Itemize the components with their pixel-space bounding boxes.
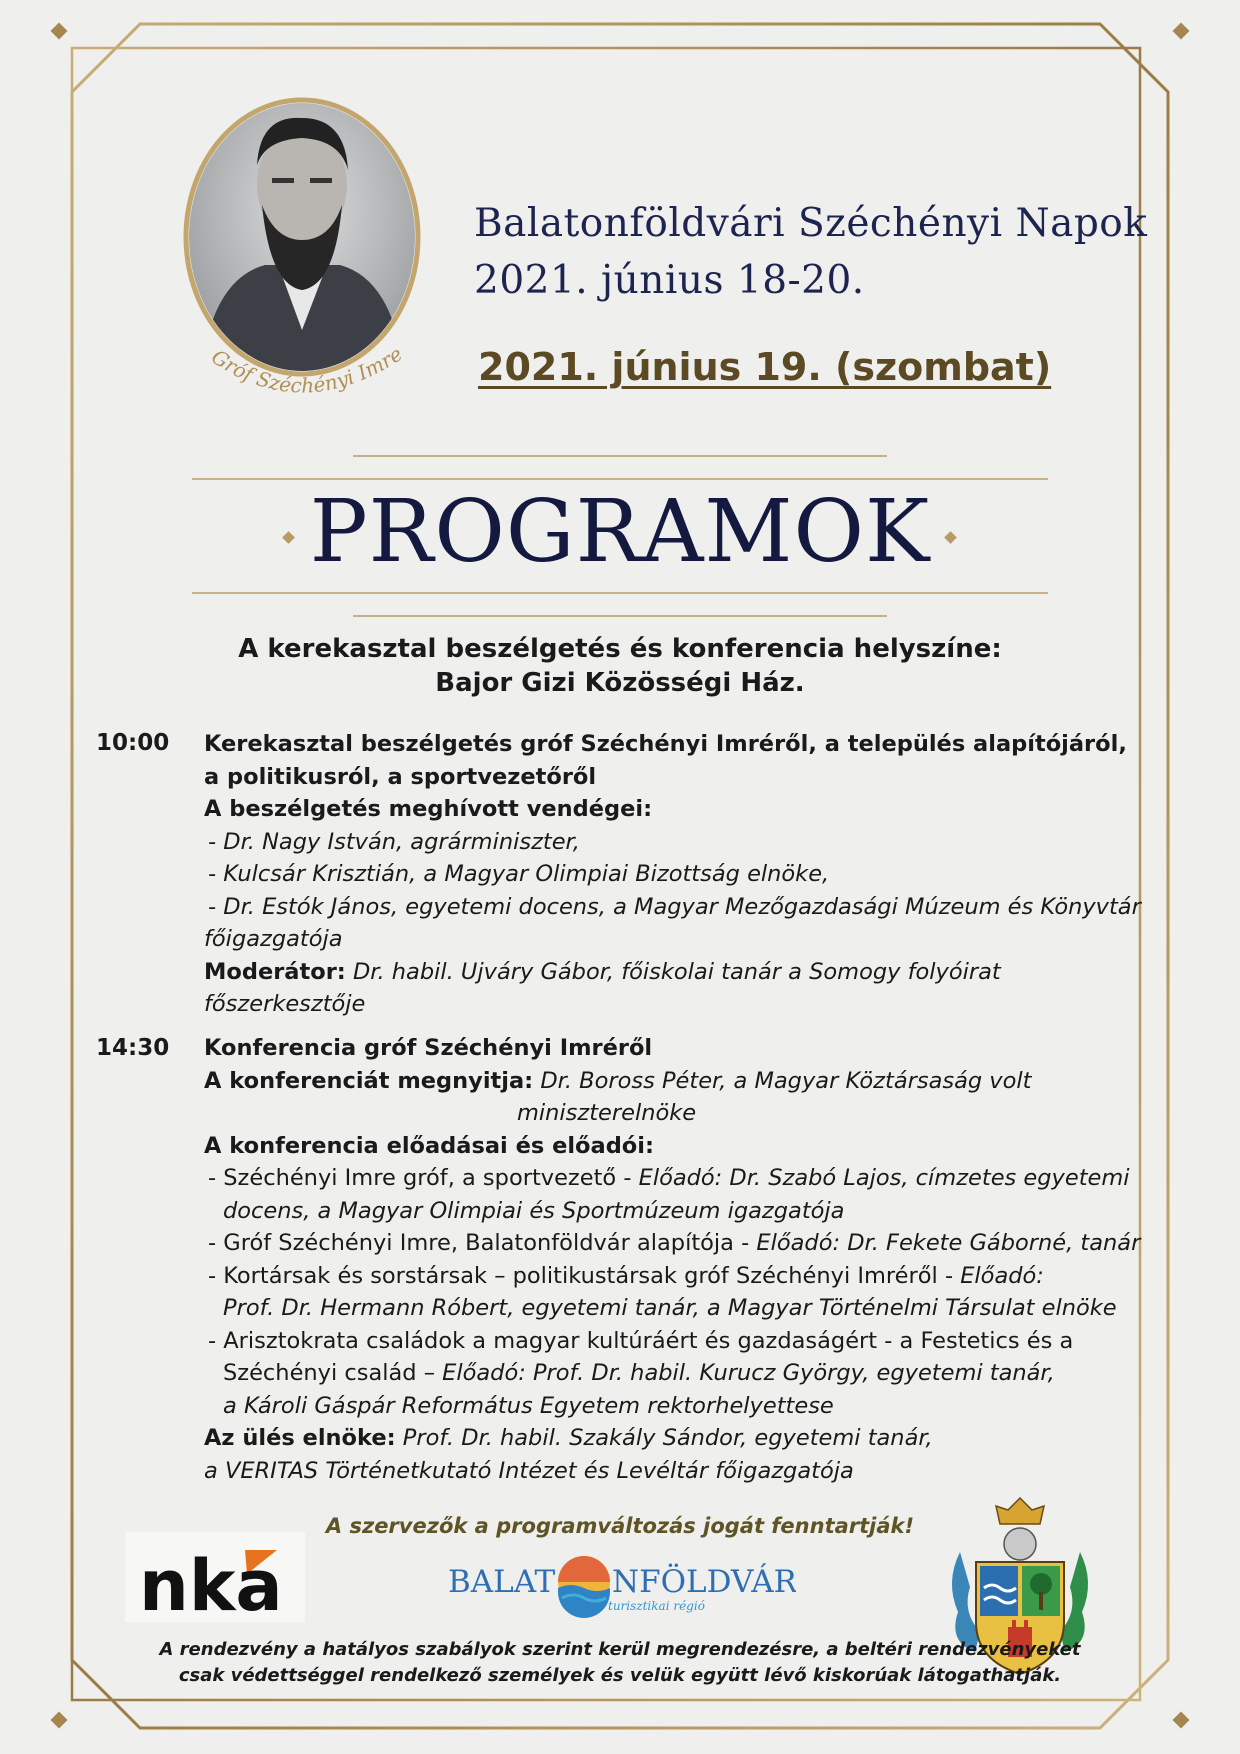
program-time: 10:00 — [96, 730, 170, 756]
guest-item: - Dr. Estók János, egyetemi docens, a Magyar Mezőgazdasági Múzeum és Könyvtár — [208, 893, 1141, 920]
bottom-note-line: A rendezvény a hatályos szabályok szerint kerül megrendezésre, a beltéri rendezvényeket — [159, 1639, 1081, 1660]
program-conference — [204, 1032, 1164, 1487]
opener-name: miniszterelnöke — [517, 1100, 697, 1126]
svg-text:NFÖLDVÁR: NFÖLDVÁR — [612, 1564, 796, 1600]
portrait-caption — [200, 340, 410, 430]
chair-line — [204, 1422, 1164, 1455]
guests-label: A beszélgetés meghívott vendégei: — [204, 796, 653, 822]
program-title: a politikusról, a sportvezetőről — [204, 763, 597, 790]
opener-line — [204, 1065, 1164, 1098]
talk-item: - Gróf Széchényi Imre, Balatonföldvár alapítója - Előadó: Dr. Fekete Gáborné, tanár — [208, 1230, 1141, 1256]
chair-label: Az ülés elnöke: — [204, 1425, 396, 1451]
guest-item: - Kulcsár Krisztián, a Magyar Olimpiai Bizottság elnöke, — [208, 861, 830, 887]
moderator-name: főszerkesztője — [204, 991, 366, 1017]
bottom-note-line: csak védettséggel rendelkező személyek és velük együtt lévő kiskorúak látogathatják. — [178, 1665, 1062, 1686]
talk-item: Prof. Dr. Hermann Róbert, egyetemi tanár, a Magyar Történelmi Társulat elnöke — [223, 1295, 1117, 1321]
talk-item: docens, a Magyar Olimpiai és Sportmúzeum igazgatója — [223, 1197, 845, 1224]
moderator-name: Dr. habil. Ujváry Gábor, főiskolai tanár a Somogy folyóirat — [352, 958, 1001, 985]
talks-label: A konferencia előadásai és előadói: — [204, 1132, 654, 1159]
guest-item: - Dr. Nagy István, agrárminiszter, — [208, 828, 580, 855]
program-title: Konferencia gróf Széchényi Imréről — [204, 1035, 653, 1061]
guest-item: főigazgatója — [204, 926, 343, 952]
chair-name: a VERITAS Történetkutató Intézet és Levéltár főigazgatója — [204, 1457, 854, 1484]
venue-line-2: Bajor Gizi Közösségi Ház. — [435, 668, 805, 698]
balatonfoldvar-logo-mark — [446, 1540, 796, 1620]
program-title: Kerekasztal beszélgetés gróf Széchényi Imréről, a település alapítójáról, — [204, 731, 1127, 757]
moderator-line — [204, 956, 1164, 989]
nka-logo-mark — [125, 1532, 305, 1622]
svg-text:Gróf Széchényi Imre: Gróf Széchényi Imre — [207, 341, 407, 398]
svg-text:turisztikai régió: turisztikai régió — [608, 1599, 705, 1613]
disclaimer-text: A szervezők a programváltozás jogát fenntartják! — [325, 1514, 915, 1538]
talk-item: - Széchényi Imre gróf, a sportvezető - Előadó: Dr. Szabó Lajos, címzetes egyetemi — [208, 1165, 1130, 1191]
event-dates: 2021. június 18-20. — [474, 258, 865, 303]
event-title — [474, 195, 1147, 309]
program-day: 2021. június 19. (szombat) — [478, 345, 1052, 389]
venue-info — [0, 632, 1240, 700]
bottom-note — [0, 1637, 1240, 1689]
talk-item: - Kortársak és sorstársak – politikustársak gróf Széchényi Imréről - Előadó: — [208, 1262, 1044, 1289]
chair-name: Prof. Dr. habil. Szakály Sándor, egyetemi tanár, — [402, 1425, 933, 1451]
moderator-label: Moderátor: — [204, 958, 346, 985]
nka-logo — [125, 1532, 305, 1622]
svg-text:nka: nka — [139, 1545, 283, 1622]
page-title: PROGRAMOK — [309, 482, 931, 582]
program-roundtable — [204, 728, 1164, 1021]
balatonfoldvar-logo — [446, 1540, 796, 1620]
svg-text:BALAT: BALAT — [448, 1564, 556, 1600]
talk-item: a Károli Gáspár Református Egyetem rektorhelyettese — [223, 1392, 834, 1419]
opener-label: A konferenciát megnyitja: — [204, 1067, 534, 1094]
talk-item: - Arisztokrata családok a magyar kultúráért és gazdaságért - a Festetics és a — [208, 1327, 1074, 1354]
venue-line-1: A kerekasztal beszélgetés és konferencia helyszíne: — [238, 634, 1002, 664]
talk-item: Széchényi család – Előadó: Prof. Dr. habil. Kurucz György, egyetemi tanár, — [223, 1360, 1055, 1386]
event-name: Balatonföldvári Széchényi Napok — [474, 201, 1148, 246]
program-time: 14:30 — [96, 1035, 170, 1061]
opener-name: Dr. Boross Péter, a Magyar Köztársaság volt — [540, 1067, 1032, 1094]
